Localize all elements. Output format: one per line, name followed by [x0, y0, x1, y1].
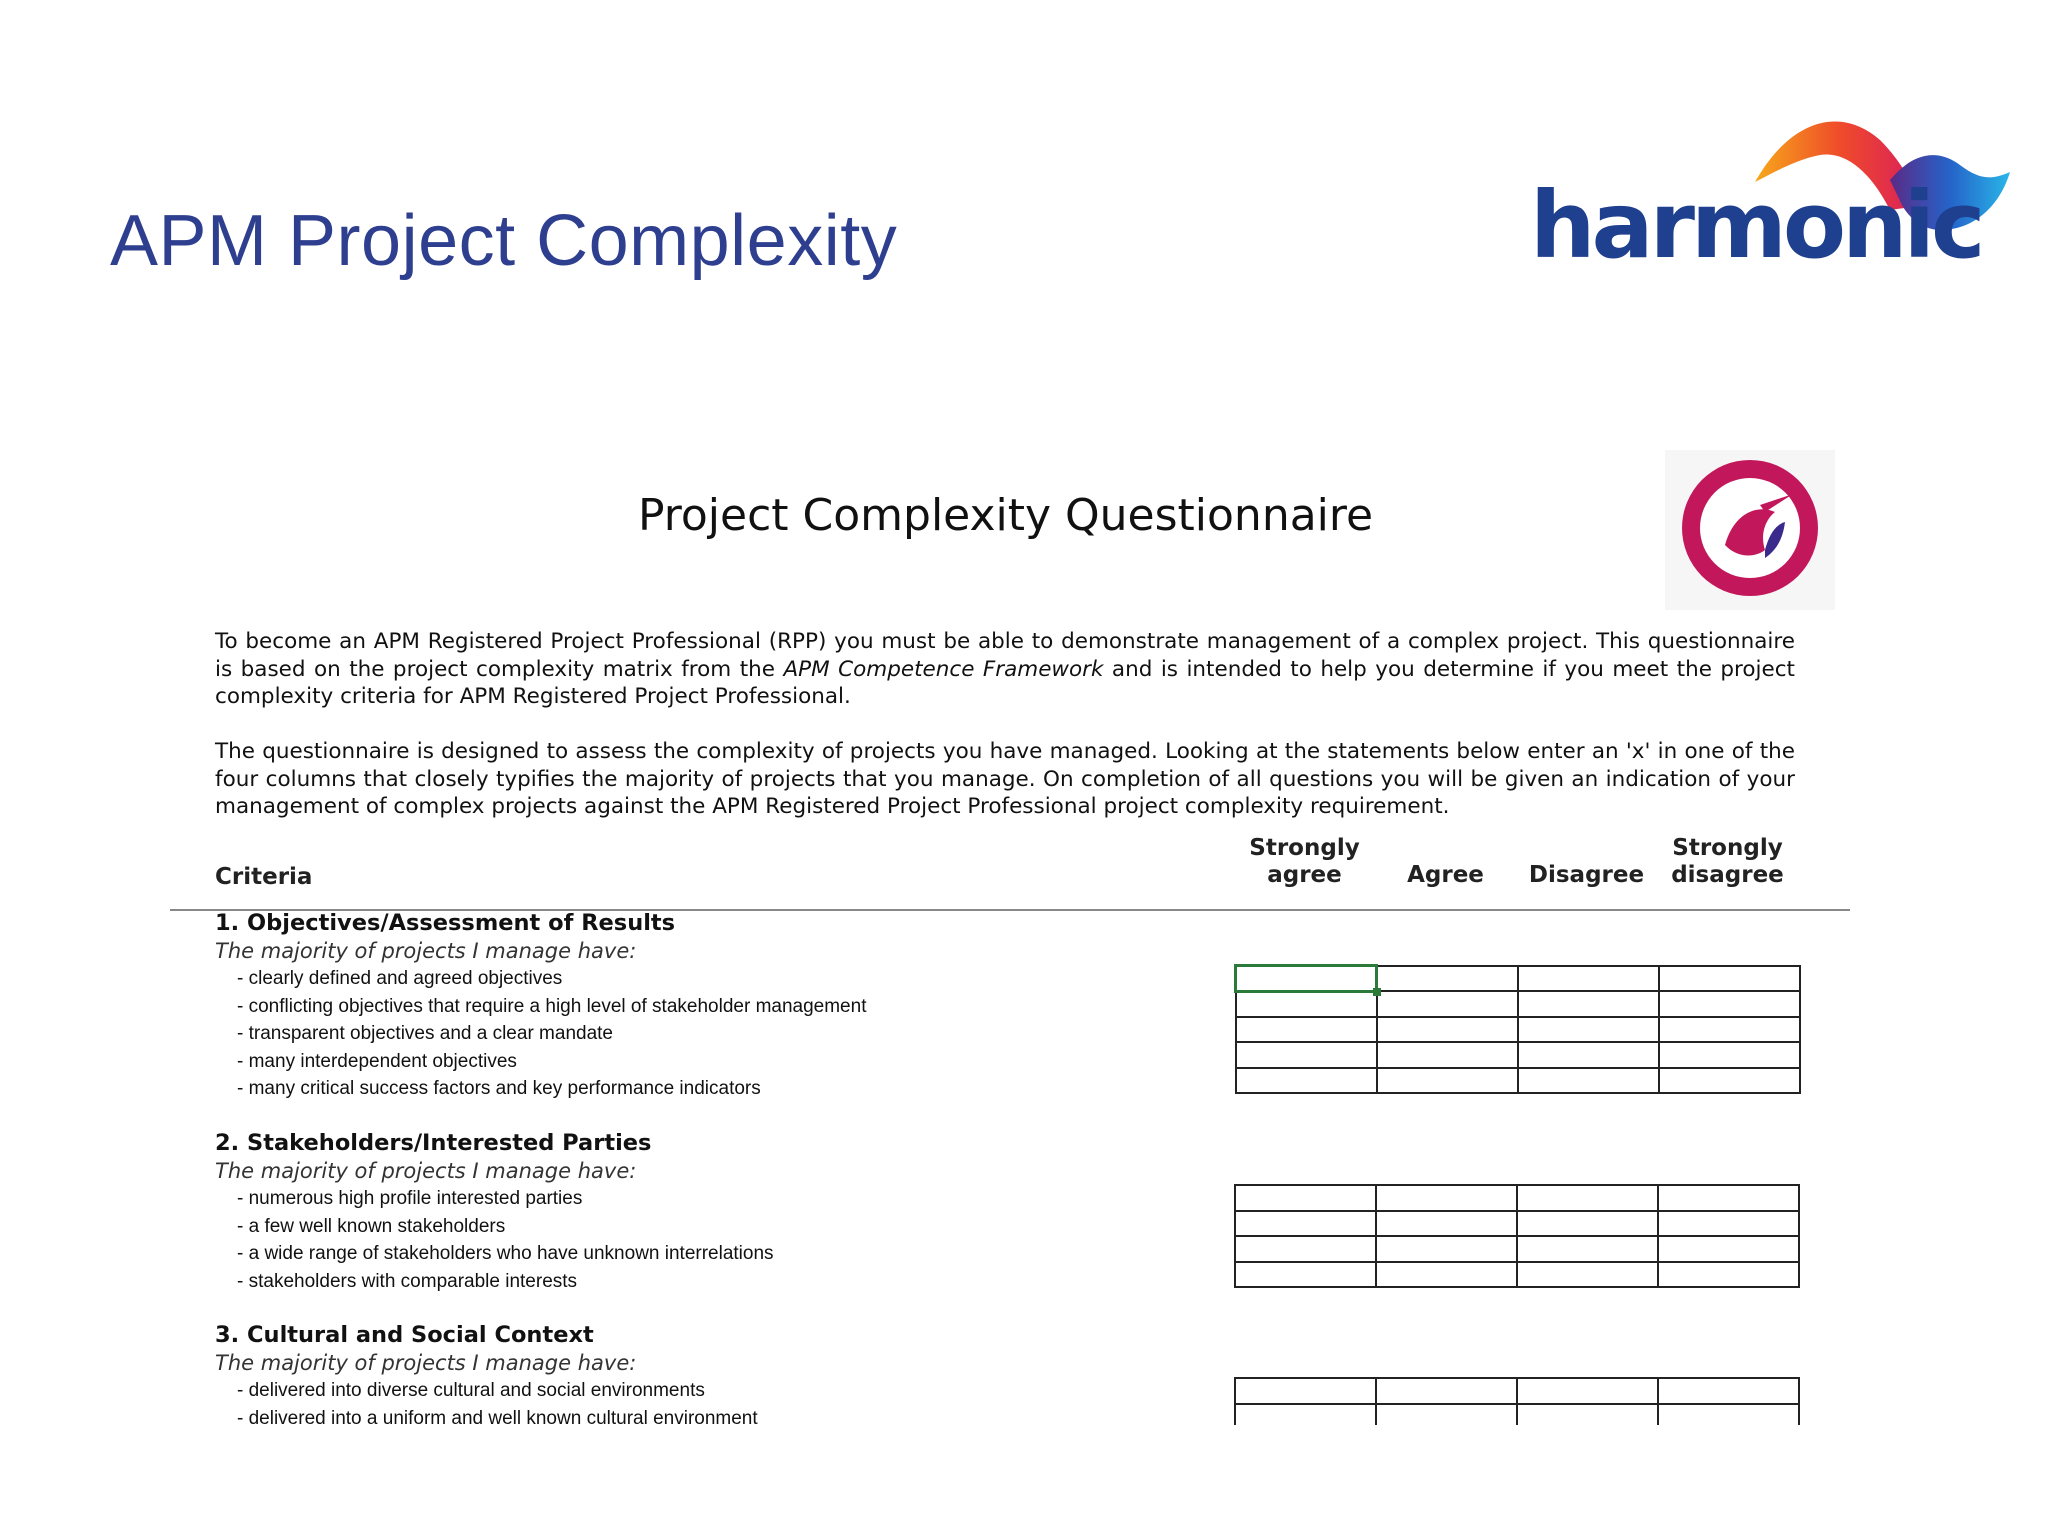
column-head-agree	[1375, 835, 1516, 889]
answer-cell[interactable]	[1235, 1262, 1376, 1288]
column-head-agree-label: Agree	[1407, 862, 1484, 888]
harmonic-logo	[1530, 110, 2010, 290]
answer-row	[1236, 991, 1800, 1017]
criteria-item: - numerous high profile interested parties	[237, 1188, 583, 1209]
answer-cell[interactable]	[1658, 1378, 1799, 1404]
questionnaire-document	[170, 440, 1850, 1425]
answer-cell[interactable]	[1518, 966, 1659, 992]
answer-cell[interactable]	[1235, 1185, 1376, 1211]
answer-cell[interactable]	[1236, 991, 1377, 1017]
answer-cell[interactable]	[1518, 1068, 1659, 1094]
answer-cell[interactable]	[1659, 1042, 1800, 1068]
harmonic-logo-text: harmonic	[1530, 172, 1982, 279]
document-title: Project Complexity Questionnaire	[638, 490, 1374, 541]
answer-cell[interactable]	[1376, 1211, 1517, 1237]
column-head-strongly-disagree-line2: disagree	[1671, 862, 1784, 888]
answer-cell[interactable]	[1658, 1262, 1799, 1288]
section-title: 1. Objectives/Assessment of Results	[215, 910, 676, 936]
answer-row	[1235, 1185, 1799, 1211]
answer-cell[interactable]	[1658, 1404, 1799, 1425]
column-head-strongly-agree-line1: Strongly	[1249, 835, 1360, 861]
intro-paragraph-1-text-end: and is intended to help you determine if you meet the project complexity criteria for APM Registered Project Professional.	[215, 656, 1795, 709]
criteria-item: - a few well known stakeholders	[237, 1215, 506, 1237]
apm-rpp-heron-seal-icon	[1665, 450, 1835, 610]
answer-cell[interactable]	[1518, 1017, 1659, 1043]
answer-row	[1236, 1042, 1800, 1068]
answer-cell[interactable]	[1517, 1262, 1658, 1288]
intro-paragraph-1-text: To become an APM Registered Project Professional (RPP) you must be able to demonstrate management of a complex project. This questionnaire is based on the project complexity matrix from the	[215, 629, 1795, 682]
section-title: 2. Stakeholders/Interested Parties	[215, 1130, 652, 1156]
answer-cell[interactable]	[1376, 1236, 1517, 1262]
criteria-item: - a wide range of stakeholders who have unknown interrelations	[237, 1243, 774, 1265]
criteria-item: - many interdependent objectives	[237, 1050, 517, 1072]
answer-cell[interactable]	[1377, 1068, 1518, 1094]
section-title: 3. Cultural and Social Context	[215, 1322, 594, 1348]
answer-cell[interactable]	[1659, 966, 1800, 992]
intro-paragraph-1-emphasis: APM Competence Framework	[783, 656, 1104, 682]
answer-cell[interactable]	[1659, 1017, 1800, 1043]
column-head-disagree-label: Disagree	[1528, 862, 1645, 888]
column-head-strongly-agree	[1234, 835, 1375, 889]
answer-row	[1235, 1236, 1799, 1262]
criteria-item: - delivered into diverse cultural and social environments	[237, 1380, 705, 1401]
criteria-item: - delivered into a uniform and well known cultural environment	[237, 1407, 758, 1425]
answer-cell[interactable]	[1659, 1068, 1800, 1094]
answer-grid-stakeholders	[1234, 1184, 1800, 1288]
answer-row	[1235, 1378, 1799, 1404]
answer-row	[1236, 1068, 1800, 1094]
answer-cell-selected[interactable]	[1236, 966, 1377, 992]
answer-grid-cultural-social	[1234, 1377, 1800, 1425]
answer-cell[interactable]	[1377, 991, 1518, 1017]
answer-cell[interactable]	[1377, 966, 1518, 992]
column-head-strongly-disagree	[1657, 835, 1798, 889]
answer-cell[interactable]	[1518, 1042, 1659, 1068]
criteria-item: - transparent objectives and a clear mandate	[237, 1023, 613, 1045]
answer-cell[interactable]	[1658, 1185, 1799, 1211]
answer-row	[1236, 966, 1800, 992]
answer-cell[interactable]	[1659, 991, 1800, 1017]
answer-row	[1236, 1017, 1800, 1043]
answer-cell[interactable]	[1517, 1378, 1658, 1404]
answer-cell[interactable]	[1517, 1211, 1658, 1237]
answer-cell[interactable]	[1377, 1042, 1518, 1068]
intro-paragraph-1	[215, 628, 1795, 711]
answer-row	[1235, 1211, 1799, 1237]
answer-cell[interactable]	[1235, 1404, 1376, 1425]
column-head-disagree	[1516, 835, 1657, 889]
answer-cell[interactable]	[1518, 991, 1659, 1017]
answer-cell[interactable]	[1376, 1185, 1517, 1211]
answer-cell[interactable]	[1376, 1262, 1517, 1288]
criteria-item: - clearly defined and agreed objectives	[237, 968, 563, 989]
answer-cell[interactable]	[1517, 1404, 1658, 1425]
criteria-item: - stakeholders with comparable interests	[237, 1270, 578, 1292]
answer-cell[interactable]	[1377, 1017, 1518, 1043]
intro-paragraph-2: The questionnaire is designed to assess the complexity of projects you have managed. Looking at the statements below enter an 'x' in one of the four columns that closely typifies the majority of projects that you manage. On completion of all questions you will be given an indication of your management of complex projects against the APM Registered Project Professional project complexity requirement.	[215, 739, 1795, 819]
answer-cell[interactable]	[1236, 1068, 1377, 1094]
section-subtitle: The majority of projects I manage have:	[215, 1351, 637, 1375]
column-head-strongly-disagree-line1: Strongly	[1672, 835, 1783, 861]
answer-cell[interactable]	[1235, 1236, 1376, 1262]
slide-title: APM Project Complexity	[110, 201, 898, 281]
answer-cell[interactable]	[1517, 1236, 1658, 1262]
answer-row	[1235, 1262, 1799, 1288]
answer-cell[interactable]	[1236, 1042, 1377, 1068]
answer-cell[interactable]	[1236, 1017, 1377, 1043]
answer-cell[interactable]	[1517, 1185, 1658, 1211]
answer-grid-objectives	[1234, 964, 1801, 1094]
answer-cell[interactable]	[1235, 1378, 1376, 1404]
answer-row	[1235, 1404, 1799, 1425]
answer-cell[interactable]	[1376, 1378, 1517, 1404]
criteria-item: - many critical success factors and key performance indicators	[237, 1078, 761, 1100]
criteria-heading: Criteria	[215, 864, 313, 890]
column-head-strongly-agree-line2: agree	[1267, 862, 1342, 888]
answer-cell[interactable]	[1376, 1404, 1517, 1425]
answer-cell[interactable]	[1658, 1211, 1799, 1237]
section-subtitle: The majority of projects I manage have:	[215, 939, 637, 963]
answer-cell[interactable]	[1658, 1236, 1799, 1262]
section-subtitle: The majority of projects I manage have:	[215, 1159, 637, 1183]
criteria-item: - conflicting objectives that require a high level of stakeholder management	[237, 995, 867, 1017]
answer-cell[interactable]	[1235, 1211, 1376, 1237]
